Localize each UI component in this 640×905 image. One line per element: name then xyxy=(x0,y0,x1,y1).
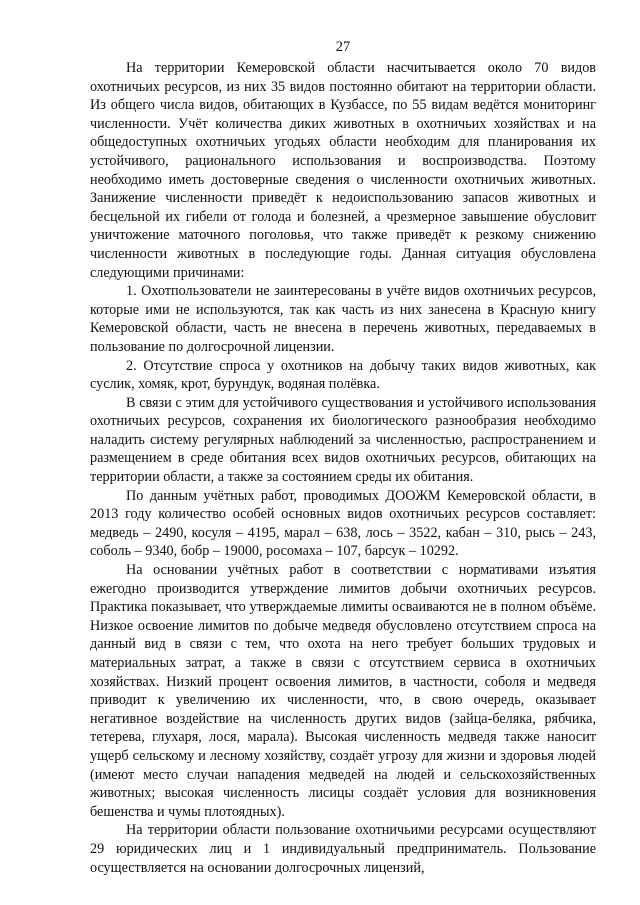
paragraph-limits: На основании учётных работ в соответствии с нормативами изъятия ежегодно производится утверждение лимитов добычи охотничьих ресурсов. Практика показывает, что утверждаемые лимиты осваиваются не в полном объёме. Низкое освоение лимитов по добыче медведя обусловлено отсутствием спроса на данный вид в связи с тем, что охота на него требует больших трудовых и материальных затрат, а также в связи с отсутствием сервиса в охотничьих хозяйствах. Низкий процент освоения лимитов, в частности, соболя и медведя приводит к увеличению их численности, что, в свою очередь, оказывает негативное воздействие на численность других видов (зайца-беляка, рябчика, тетерева, глухаря, лося, марала). Высокая численность медведя также наносит ущерб сельскому и лесному хозяйству, создаёт угрозу для жизни и здоровья людей (имеют место случаи нападения медведей на людей и сельскохозяйственных животных; высокая численность лисицы создаёт условия для возникновения бешенства и чумы плотоядных). xyxy=(90,562,596,820)
paragraph-census-data: По данным учётных работ, проводимых ДООЖМ Кемеровской области, в 2013 году количество особей основных видов охотничьих ресурсов составляет: медведь – 2490, косуля – 4195, марал – 638, лось – 3522, кабан – 310, рысь – 243, соболь – 9340, бобр – 19000, росомаха – 107, барсук – 10292. xyxy=(90,487,596,560)
paragraph-reason-2: 2. Отсутствие спроса у охотников на добычу таких видов животных, как суслик, хомяк, крот, бурундук, водяная полёвка. xyxy=(90,357,596,393)
paragraph-monitoring: В связи с этим для устойчивого существования и устойчивого использования охотничьих ресурсов, сохранения их биологического разнообразия необходимо наладить систему регулярных наблюдений за численностью, распространением и размещением в среде обитания всех видов охотничьих ресурсов, обитающих на территории области, а также за состоянием среды их обитания. xyxy=(90,394,596,486)
paragraph-intro: На территории Кемеровской области насчитывается около 70 видов охотничьих ресурсов, из них 35 видов постоянно обитают на территории области. Из общего числа видов, обитающих в Кузбассе, по 55 видам ведётся мониторинг численности. Учёт количества диких животных в охотничьих хозяйствах и на общедоступных охотничьих угодьях области необходим для планирования их устойчивого, рационального использования и воспроизводства. Поэтому необходимо иметь достоверные сведения о численности охотничьих животных. Занижение численности приведёт к недоиспользованию запасов животных и бесцельной их гибели от голода и болезней, а чрезмерное завышение обусловит уничтожение маточного поголовья, что также приведёт к резкому снижению численности животных в последующие годы. Данная ситуация обусловлена следующими причинами: xyxy=(90,60,596,281)
page-number: 27 xyxy=(335,39,351,55)
paragraph-reason-1: 1. Охотпользователи не заинтересованы в учёте видов охотничьих ресурсов, которые ими не используются, так как часть из них занесена в Красную книгу Кемеровской области, часть не внесена в перечень животных, передаваемых в пользование по долгосрочной лицензии. xyxy=(90,283,596,355)
paragraph-users: На территории области пользование охотничьими ресурсами осуществляют 29 юридических лиц и 1 индивидуальный предприниматель. Пользование осуществляется на основании долгосрочных лицензий, xyxy=(90,822,596,876)
